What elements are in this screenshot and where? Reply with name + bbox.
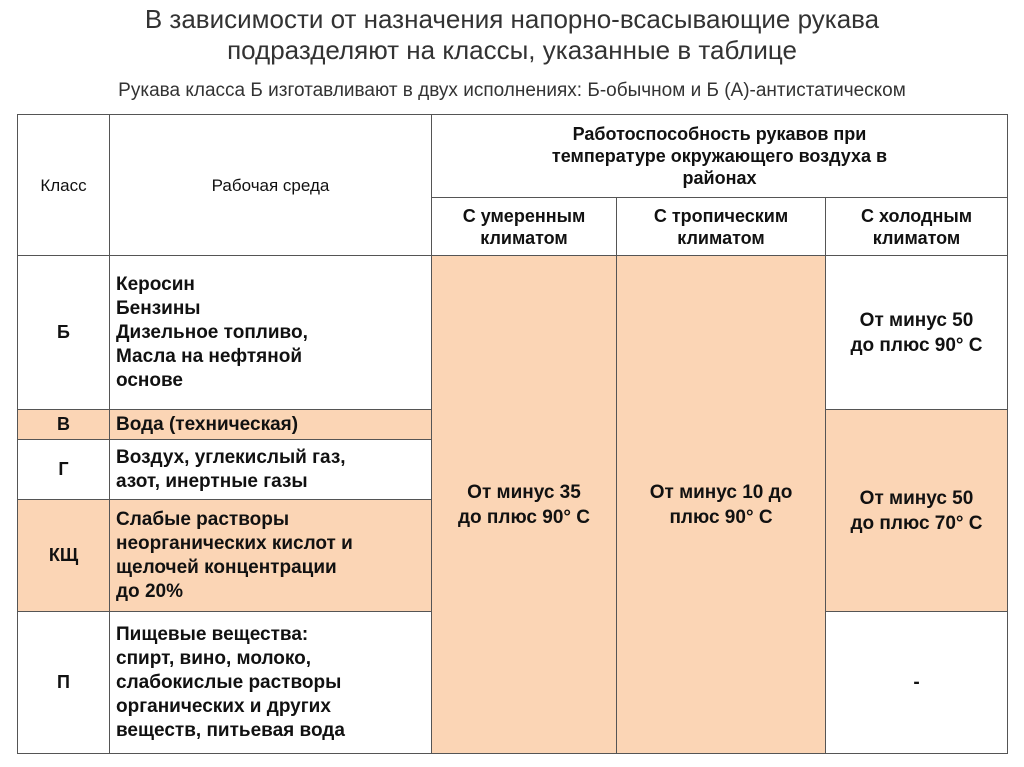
- medium-line: Дизельное топливо,: [116, 321, 308, 343]
- header-cold-line-1: С холодным: [860, 205, 973, 226]
- cold-value-b-line-1: От минус 50: [859, 309, 974, 331]
- tropical-value-cell: [617, 256, 826, 754]
- cold-value-cell-vgk: [826, 410, 1008, 612]
- medium-line: органических и других: [116, 695, 331, 717]
- header-tropical-line-1: С тропическим: [653, 205, 789, 226]
- table-row: [18, 256, 1008, 410]
- medium-cell: [110, 410, 432, 440]
- header-class: Класс: [18, 115, 110, 256]
- medium-line: Пищевые вещества:: [116, 623, 309, 645]
- medium-line: азот, инертные газы: [116, 470, 308, 492]
- medium-line: Вода (техническая): [116, 413, 299, 435]
- header-tropical-line-2: климатом: [677, 227, 765, 248]
- header-temperate: [432, 198, 617, 256]
- medium-line: неорганических кислот и: [116, 532, 353, 554]
- header-performance-line-3: районах: [682, 168, 757, 188]
- page-title: [0, 4, 1024, 66]
- medium-line: слабокислые растворы: [116, 671, 342, 693]
- header-performance-line-1: Работоспособность рукавов при: [572, 124, 867, 144]
- medium-cell: [110, 612, 432, 754]
- table-header-row: [18, 115, 1008, 198]
- medium-line: Слабые растворы: [116, 508, 290, 530]
- medium-cell: [110, 256, 432, 410]
- hose-classes-table: [17, 114, 1008, 754]
- class-cell: КЩ: [18, 500, 110, 612]
- cold-value-cell-b: [826, 256, 1008, 410]
- medium-line: веществ, питьевая вода: [116, 719, 345, 741]
- header-tropical: [617, 198, 826, 256]
- class-cell: Г: [18, 440, 110, 500]
- cold-value-cell-p: -: [826, 612, 1008, 754]
- tropical-value-line-1: От минус 10 до: [649, 481, 793, 503]
- header-cold-line-2: климатом: [872, 227, 961, 248]
- tropical-value-line-2: плюс 90° С: [669, 506, 773, 528]
- class-cell: Б: [18, 256, 110, 410]
- medium-line: щелочей концентрации: [116, 556, 337, 578]
- class-cell: П: [18, 612, 110, 754]
- header-medium: Рабочая среда: [110, 115, 432, 256]
- medium-line: до 20%: [116, 580, 183, 602]
- cold-value-vgk-line-2: до плюс 70° С: [850, 512, 983, 534]
- medium-line: Масла на нефтяной: [116, 345, 303, 367]
- header-cold: [826, 198, 1008, 256]
- temperate-value-cell: [432, 256, 617, 754]
- medium-line: основе: [116, 369, 184, 391]
- header-performance-line-2: температуре окружающего воздуха в: [551, 146, 888, 166]
- medium-cell: [110, 500, 432, 612]
- header-temperate-line-2: климатом: [480, 227, 568, 248]
- page-subtitle: Рукава класса Б изготавливают в двух исполнениях: Б-обычном и Б (А)-антистатическом: [118, 80, 906, 101]
- temperate-value-line-1: От минус 35: [467, 481, 581, 503]
- header-performance: [432, 115, 1008, 198]
- class-cell: В: [18, 410, 110, 440]
- cold-value-b-line-2: до плюс 90° С: [850, 334, 983, 356]
- title-line-2: подразделяют на классы, указанные в таблице: [227, 35, 797, 65]
- title-line-1: В зависимости от назначения напорно-всасывающие рукава: [144, 4, 880, 34]
- medium-line: Бензины: [116, 297, 201, 319]
- medium-line: спирт, вино, молоко,: [116, 647, 312, 669]
- medium-cell: [110, 440, 432, 500]
- medium-line: Керосин: [116, 273, 195, 295]
- medium-line: Воздух, углекислый газ,: [116, 446, 346, 468]
- header-temperate-line-1: С умеренным: [462, 205, 586, 226]
- cold-value-vgk-line-1: От минус 50: [859, 487, 974, 509]
- temperate-value-line-2: до плюс 90° С: [457, 506, 591, 528]
